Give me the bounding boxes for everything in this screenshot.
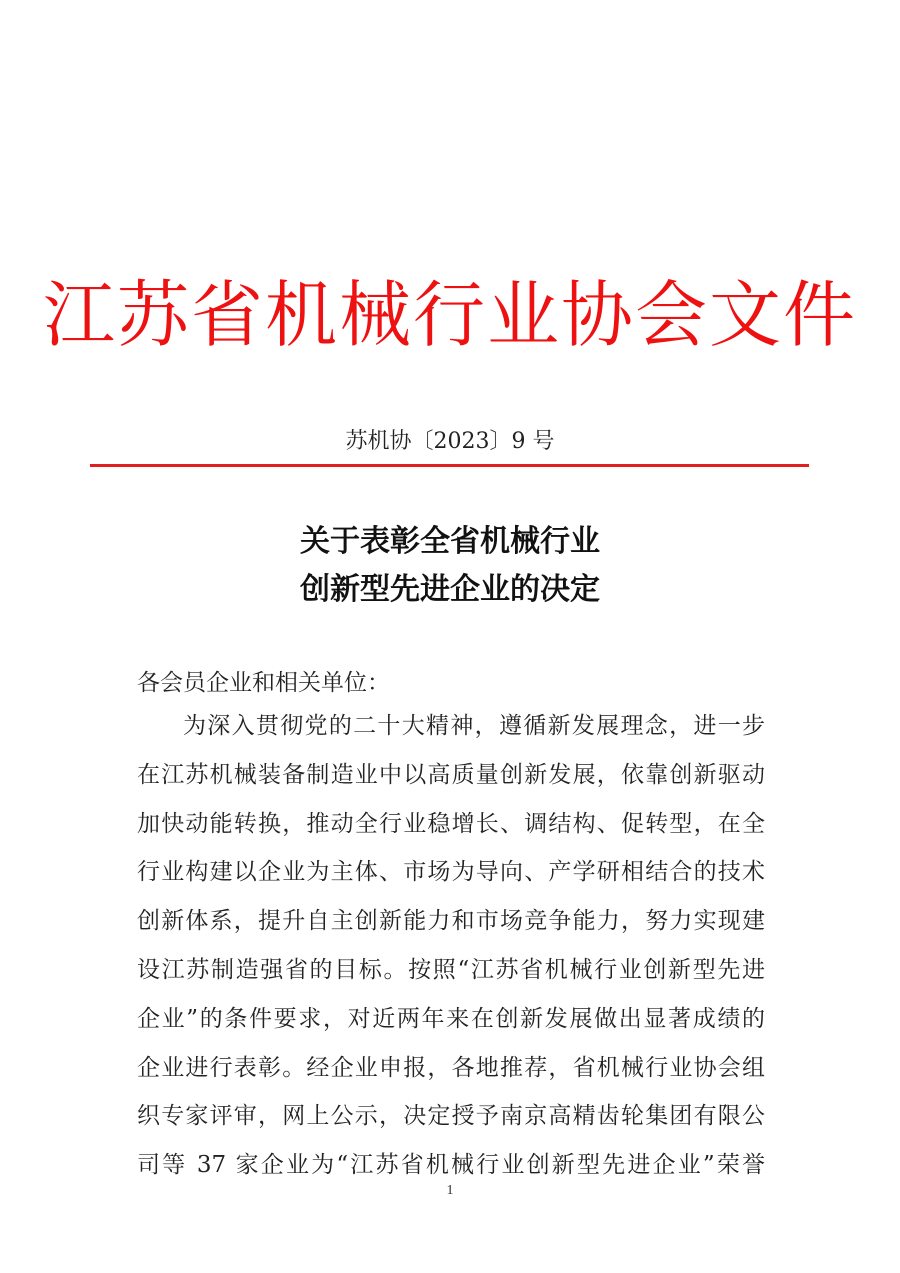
page-number: 1	[446, 1183, 454, 1198]
masthead-title: 江苏省机械行业协会文件	[42, 273, 857, 357]
body-line: 行业构建以企业为主体、市场为导向、产学研相结合的技术	[137, 859, 765, 886]
body-line: 织专家评审，网上公示，决定授予南京高精齿轮集团有限公	[137, 1103, 765, 1130]
body-line: 企业”的条件要求，对近两年来在创新发展做出显著成绩的	[137, 1005, 765, 1032]
body-line: 为深入贯彻党的二十大精神，遵循新发展理念，进一步	[183, 713, 765, 739]
body-line: 企业进行表彰。经企业申报，各地推荐，省机械行业协会组	[137, 1054, 765, 1081]
body-line: 在江苏机械装备制造业中以高质量创新发展，依靠创新驱动	[137, 761, 765, 788]
red-divider-line	[90, 464, 809, 467]
body-paragraph	[137, 708, 765, 1196]
body-line: 司等 37 家企业为“江苏省机械行业创新型先进企业”荣誉	[137, 1152, 765, 1179]
document-number: 苏机协〔2023〕9 号	[345, 429, 555, 454]
title-line-1: 关于表彰全省机械行业	[300, 524, 600, 559]
body-line: 创新体系，提升自主创新能力和市场竞争能力，努力实现建	[137, 908, 765, 935]
body-line: 设江苏制造强省的目标。按照“江苏省机械行业创新型先进	[137, 956, 765, 983]
title-line-2: 创新型先进企业的决定	[300, 572, 600, 607]
document-title	[0, 518, 900, 614]
salutation: 各会员企业和相关单位：	[137, 670, 390, 696]
body-line: 加快动能转换，推动全行业稳增长、调结构、促转型，在全	[137, 810, 765, 837]
